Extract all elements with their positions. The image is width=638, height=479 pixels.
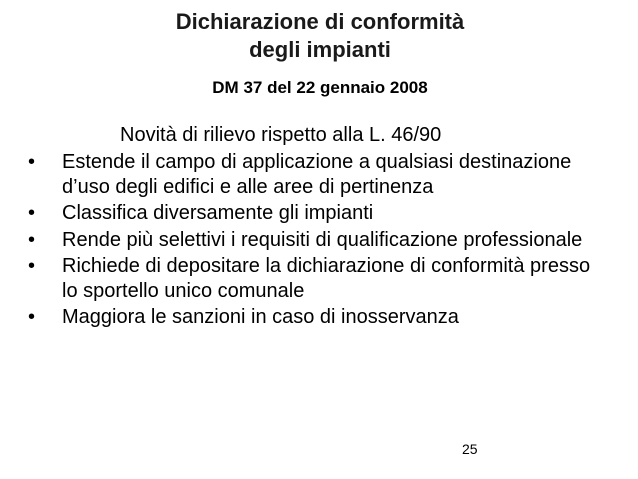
bullet-icon: • (28, 228, 36, 251)
bullet-icon: • (28, 306, 36, 328)
bullet-icon: • (28, 151, 36, 173)
bullet-item-sanctions (0, 305, 638, 330)
bullet-text: Estende il campo di applicazione a qualsiasi destinazione d’uso degli edifici e alle aree di pertinenza (62, 151, 572, 198)
bullet-list (0, 150, 638, 332)
bullet-text: Rende più selettivi i requisiti di qualificazione professionale (62, 228, 583, 251)
bullet-text: Richiede di depositare la dichiarazione di conformità presso lo sportello unico comunale (62, 255, 591, 302)
intro-text: Novità di rilievo rispetto alla L. 46/90 (120, 124, 442, 146)
bullet-item-qualification (0, 228, 638, 253)
slide-title-line2: degli impianti (249, 37, 391, 62)
bullet-item-scope (0, 150, 638, 199)
slide-title-line1: Dichiarazione di conformità (175, 9, 465, 34)
bullet-icon: • (28, 255, 36, 277)
bullet-item-deposit (0, 254, 638, 303)
bullet-icon: • (28, 202, 36, 224)
bullet-text: Classifica diversamente gli impianti (62, 202, 374, 224)
bullet-text: Maggiora le sanzioni in caso di inosservanza (62, 306, 459, 328)
page-number: 25 (462, 441, 478, 457)
slide-subtitle: DM 37 del 22 gennaio 2008 (212, 78, 428, 97)
bullet-item-classification (0, 201, 638, 226)
